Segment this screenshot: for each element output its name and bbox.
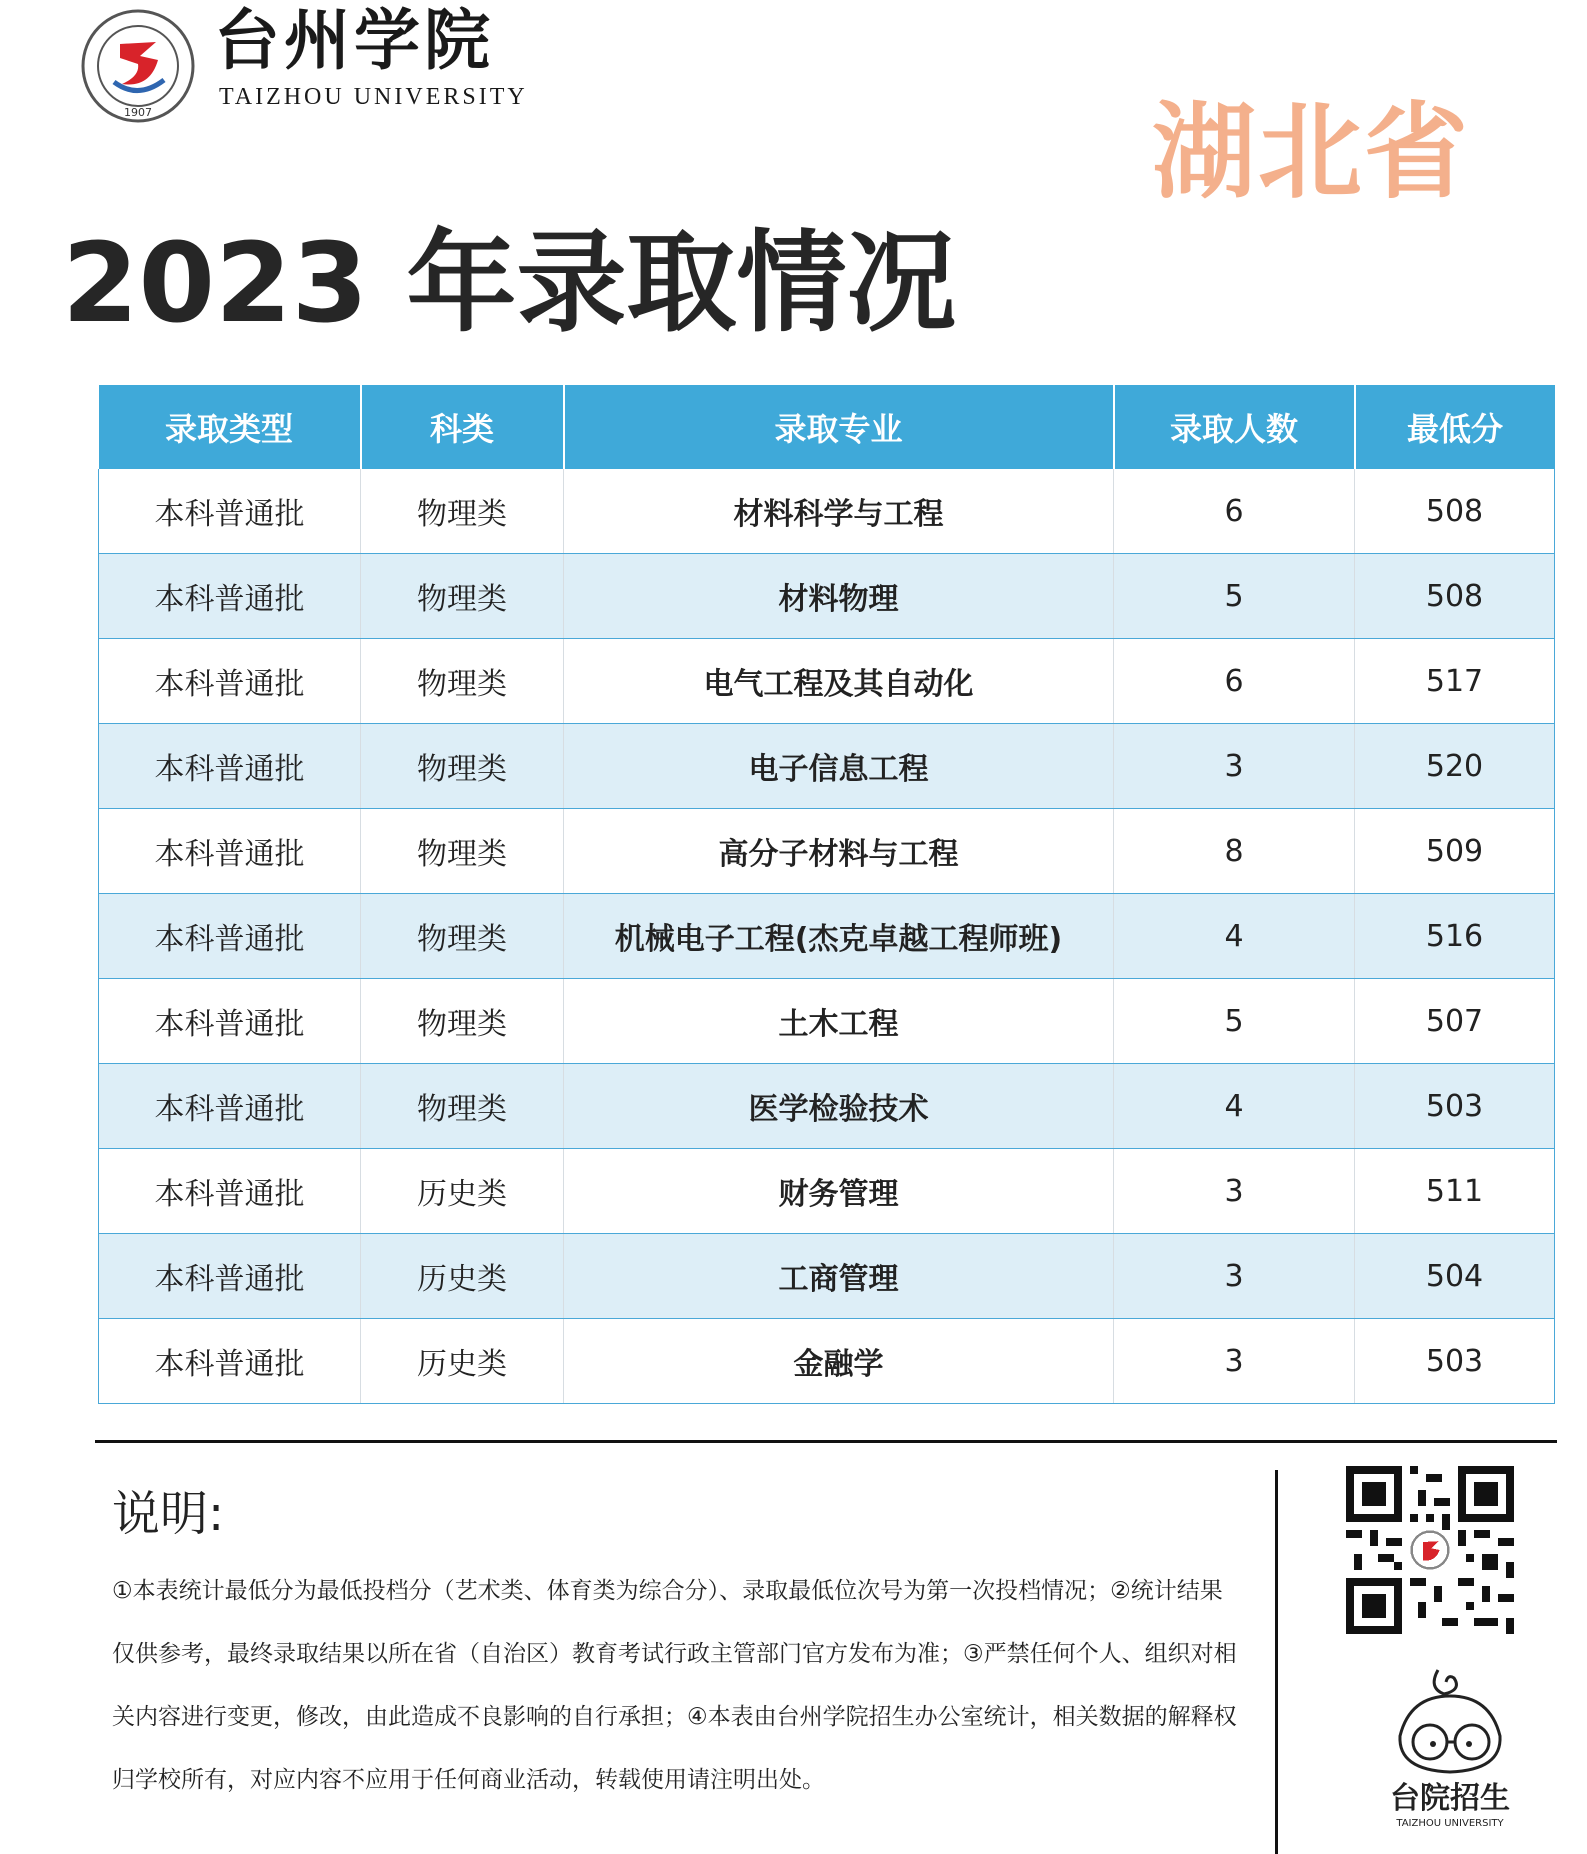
cell-count: 4 [1114,1064,1355,1149]
cell-type: 本科普通批 [99,1319,361,1404]
table-row [99,1064,1555,1149]
table-row [99,1319,1555,1404]
cell-category: 物理类 [361,469,564,554]
column-header-category: 科类 [361,385,564,469]
table-row [99,894,1555,979]
section-divider-vertical [1275,1470,1278,1854]
cell-category: 物理类 [361,724,564,809]
cell-type: 本科普通批 [99,809,361,894]
cell-min-score: 504 [1355,1234,1555,1319]
cell-major: 医学检验技术 [564,1064,1114,1149]
cell-major: 电子信息工程 [564,724,1114,809]
cell-category: 物理类 [361,979,564,1064]
mascot-name: 台院招生 [1390,1781,1510,1816]
cell-min-score: 520 [1355,724,1555,809]
table-row [99,639,1555,724]
admission-table [98,385,1555,1404]
cell-major: 机械电子工程(杰克卓越工程师班) [564,894,1114,979]
cell-min-score: 503 [1355,1064,1555,1149]
cell-min-score: 517 [1355,639,1555,724]
cell-major: 土木工程 [564,979,1114,1064]
table-row [99,724,1555,809]
cell-major: 高分子材料与工程 [564,809,1114,894]
cell-min-score: 509 [1355,809,1555,894]
cell-major: 工商管理 [564,1234,1114,1319]
cell-min-score: 503 [1355,1319,1555,1404]
table-row [99,469,1555,554]
cell-category: 历史类 [361,1149,564,1234]
cell-major: 材料科学与工程 [564,469,1114,554]
cell-min-score: 507 [1355,979,1555,1064]
table-header-row [99,385,1555,469]
cell-count: 6 [1114,469,1355,554]
cell-major: 财务管理 [564,1149,1114,1234]
column-header-min-score: 最低分 [1355,385,1555,469]
cell-count: 8 [1114,809,1355,894]
table-row [99,979,1555,1064]
cell-major: 金融学 [564,1319,1114,1404]
cell-count: 3 [1114,1234,1355,1319]
cell-count: 3 [1114,1319,1355,1404]
cell-category: 物理类 [361,894,564,979]
table-row [99,1234,1555,1319]
cell-category: 历史类 [361,1319,564,1404]
qr-code-icon [1346,1466,1514,1634]
cell-min-score: 508 [1355,469,1555,554]
cell-min-score: 511 [1355,1149,1555,1234]
cell-count: 3 [1114,724,1355,809]
university-seal-logo [80,8,196,124]
column-header-type: 录取类型 [99,385,361,469]
cell-type: 本科普通批 [99,554,361,639]
cell-type: 本科普通批 [99,469,361,554]
province-label: 湖北省 [1152,91,1471,213]
cell-major: 电气工程及其自动化 [564,639,1114,724]
table-row [99,1149,1555,1234]
cell-min-score: 516 [1355,894,1555,979]
cell-min-score: 508 [1355,554,1555,639]
section-divider-horizontal [95,1440,1557,1443]
column-header-major: 录取专业 [564,385,1114,469]
cell-type: 本科普通批 [99,724,361,809]
column-header-count: 录取人数 [1114,385,1355,469]
cell-category: 物理类 [361,639,564,724]
cell-count: 5 [1114,979,1355,1064]
table-row [99,809,1555,894]
notes-text: ①本表统计最低分为最低投档分（艺术类、体育类为综合分）、录取最低位次号为第一次投档情况；②统计结果仅供参考，最终录取结果以所在省（自治区）教育考试行政主管部门官方发布为准；③严禁任何个人、组织对相关内容进行变更，修改，由此造成不良影响的自行承担；④本表由台州学院招生办公室统计，相关数据的解释权归学校所有，对应内容不应用于任何商业活动，转载使用请注明出处。 [112,1578,1237,1793]
cell-type: 本科普通批 [99,979,361,1064]
cell-count: 3 [1114,1149,1355,1234]
cell-category: 物理类 [361,1064,564,1149]
svg-text:1907: 1907 [124,106,152,119]
mascot-logo [1370,1660,1530,1830]
logo-english-name: TAIZHOU UNIVERSITY [219,84,528,110]
cell-count: 5 [1114,554,1355,639]
cell-category: 物理类 [361,554,564,639]
cell-type: 本科普通批 [99,639,361,724]
cell-type: 本科普通批 [99,1149,361,1234]
cell-type: 本科普通批 [99,894,361,979]
page-title: 2023 年录取情况 [62,219,957,347]
notes-title: 说明: [112,1486,225,1542]
mascot-subtitle: TAIZHOU UNIVERSITY [1396,1818,1504,1829]
cell-count: 6 [1114,639,1355,724]
table-row [99,554,1555,639]
cell-major: 材料物理 [564,554,1114,639]
cell-category: 物理类 [361,809,564,894]
cell-category: 历史类 [361,1234,564,1319]
cell-type: 本科普通批 [99,1234,361,1319]
cell-count: 4 [1114,894,1355,979]
cell-type: 本科普通批 [99,1064,361,1149]
logo-name: 台州学院 [214,1,494,79]
